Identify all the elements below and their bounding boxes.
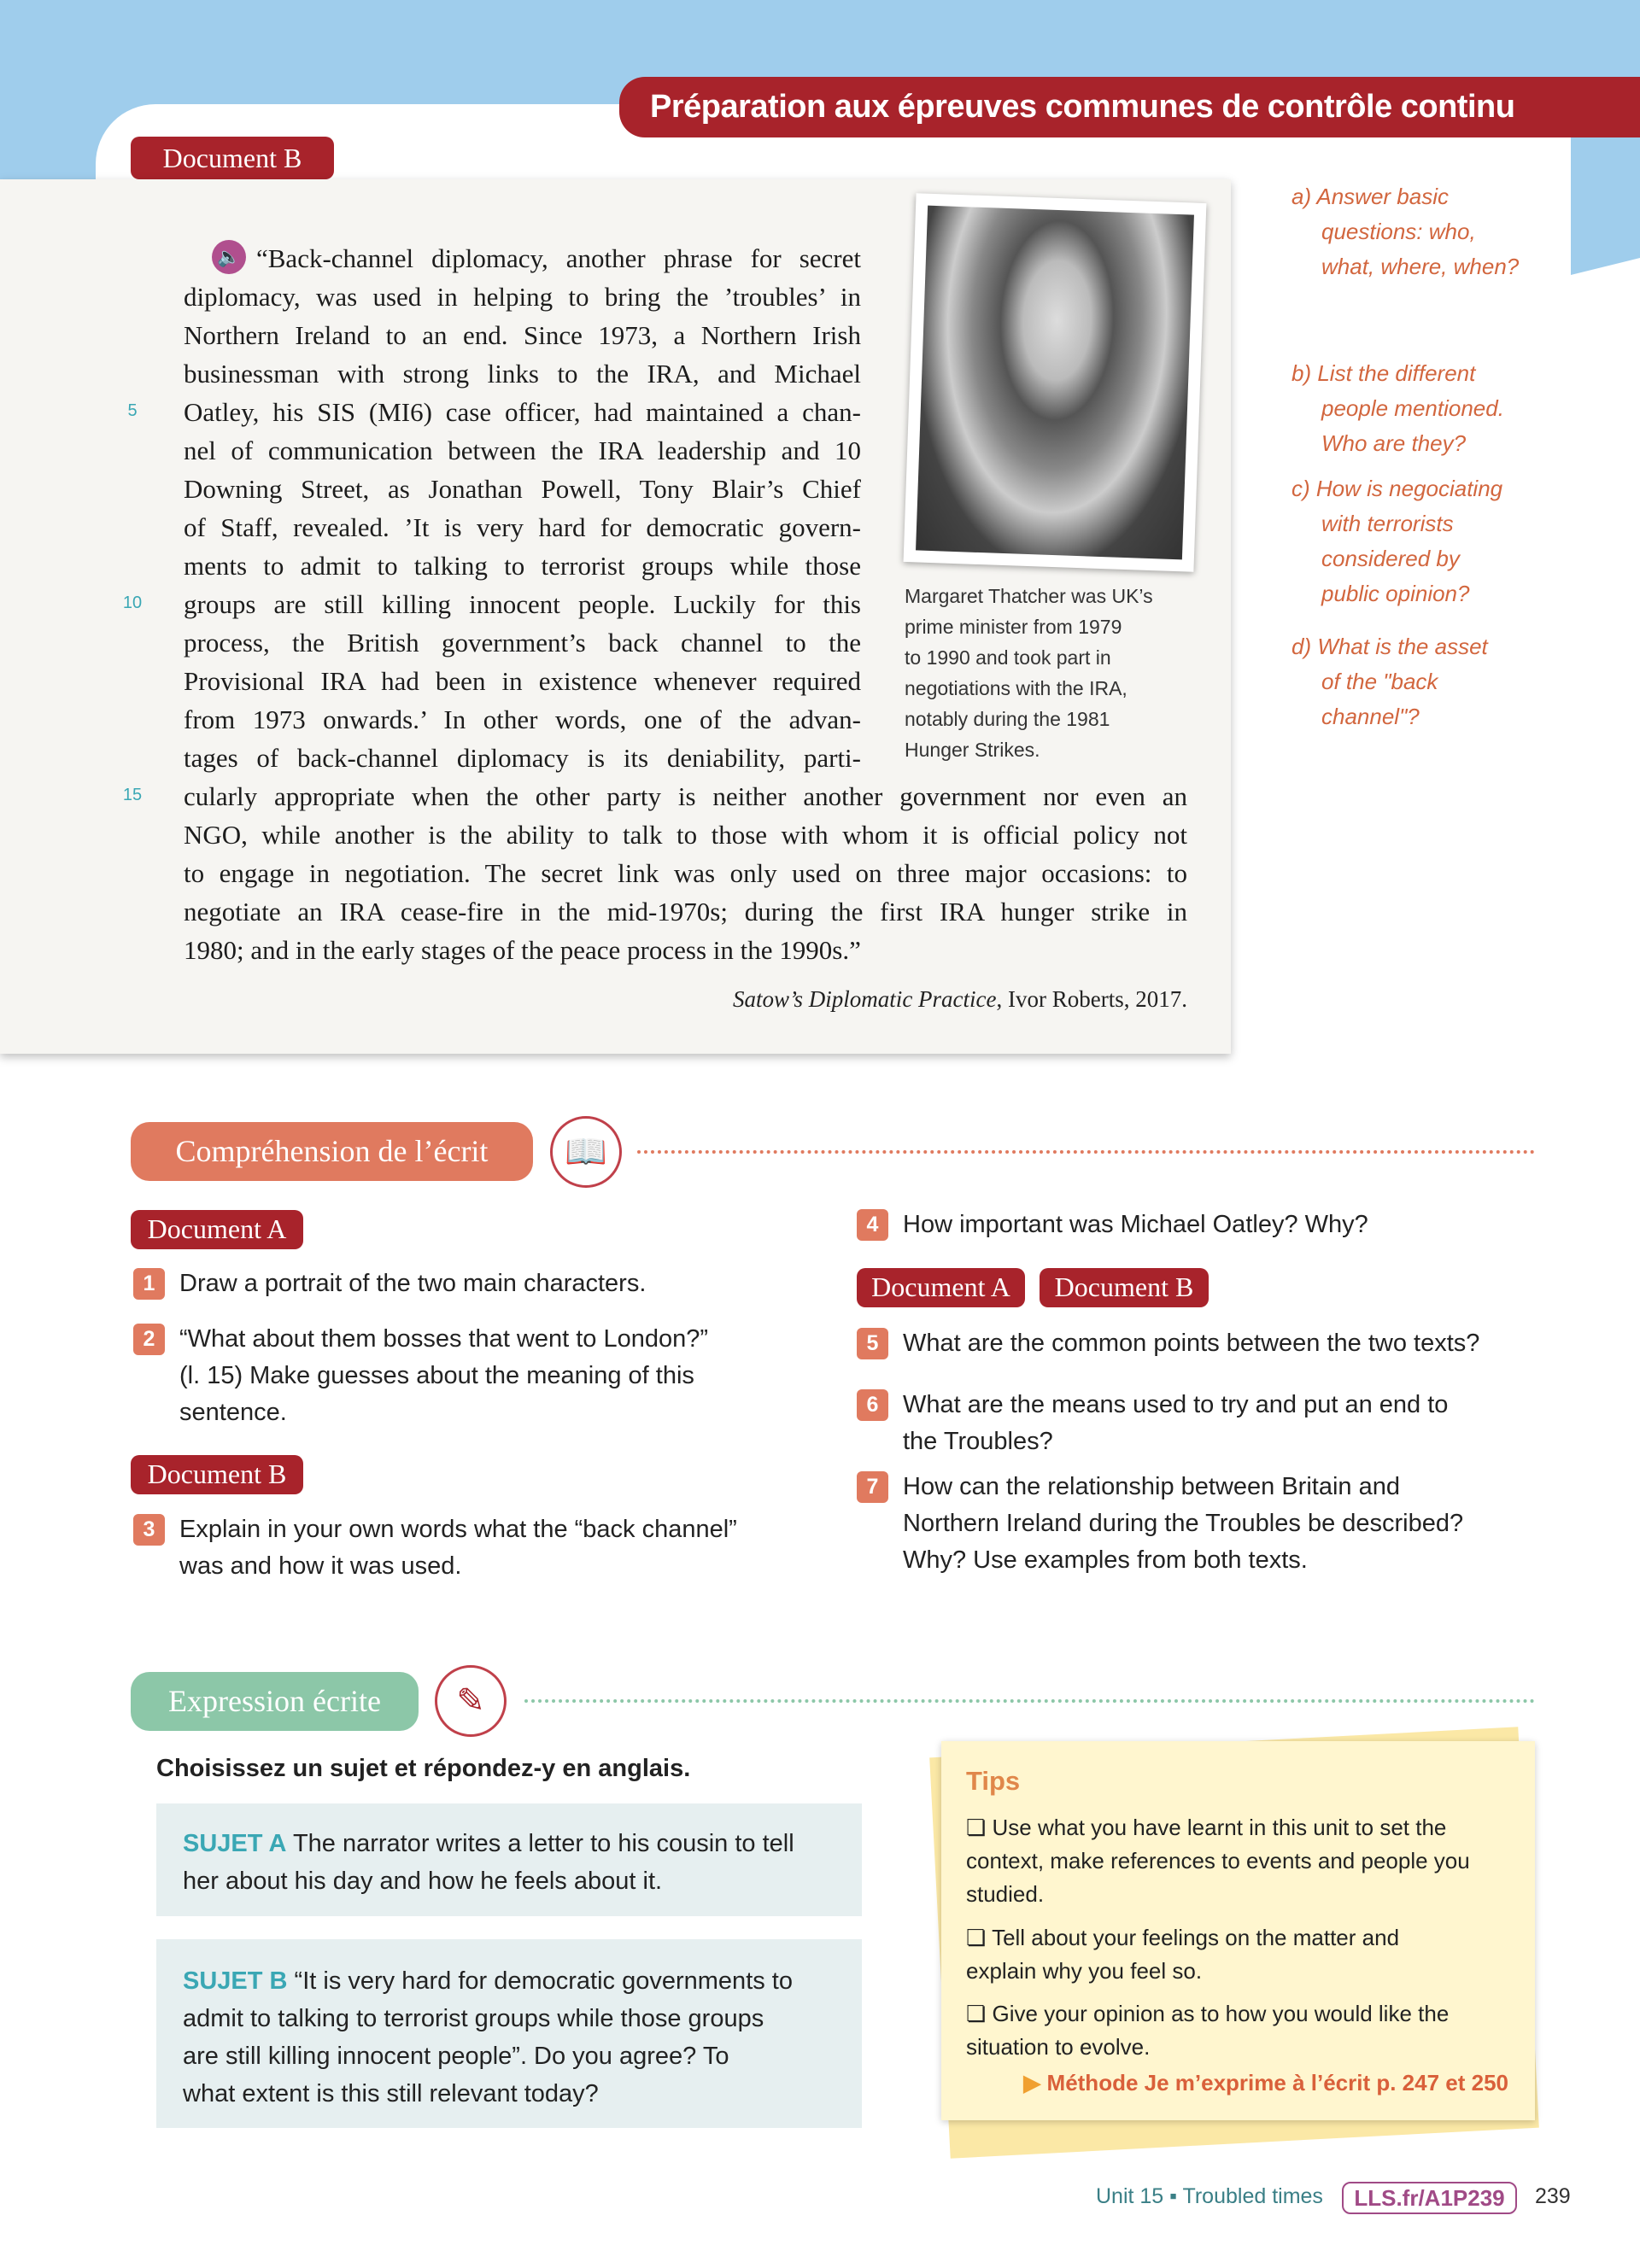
question-text: (l. 15) Make guesses about the meaning of this <box>179 1362 694 1389</box>
text-line: diplomacy, was used in helping to bring the ’troubles’ in <box>184 282 861 312</box>
text-line: process, the British government’s back channel to the <box>184 628 861 658</box>
guide-question-line: questions: who, <box>1321 219 1476 244</box>
guide-question-line: public opinion? <box>1321 581 1470 606</box>
text-line: of Staff, revealed. ’It is very hard for democratic govern- <box>184 512 861 542</box>
question-text: sentence. <box>179 1399 287 1426</box>
question-text: How can the relationship between Britain and <box>903 1473 1400 1500</box>
guide-question-line: Who are they? <box>1321 430 1467 456</box>
caption-line: Margaret Thatcher was UK’s <box>905 585 1153 607</box>
citation-title: Satow’s Diplomatic Practice <box>733 986 997 1012</box>
footer-link[interactable]: LLS.fr/A1P239 <box>1342 2182 1517 2214</box>
sujet-text: “It is very hard for democratic governments to <box>294 1967 793 1995</box>
question-text: Explain in your own words what the “back channel” <box>179 1516 737 1543</box>
text-line: 1980; and in the early stages of the peace process in the 1990s.” <box>184 935 861 965</box>
caption-line: prime minister from 1979 <box>905 616 1122 638</box>
citation-author: , Ivor Roberts, 2017. <box>996 986 1187 1012</box>
tip-line: studied. <box>966 1881 1045 1907</box>
pen-icon: ✎ <box>435 1665 507 1737</box>
tip-line: ❏ Tell about your feelings on the matter and <box>966 1925 1400 1950</box>
footer-unit: Unit 15 ▪ Troubled times <box>1096 2184 1323 2208</box>
method-link[interactable] <box>1023 2070 1508 2096</box>
thatcher-photo <box>904 193 1207 572</box>
question-text: Northern Ireland during the Troubles be described? <box>903 1510 1464 1537</box>
question-number: 4 <box>857 1209 888 1241</box>
line-number: 5 <box>127 401 138 420</box>
text-line: from 1973 onwards.’ In other words, one of the advan- <box>184 704 861 734</box>
sujet-a-line <box>183 1825 794 1862</box>
text-line: ments to admit to talking to terrorist groups while those <box>184 551 861 581</box>
divider <box>524 1699 1535 1703</box>
sujet-b-line <box>183 2037 729 2075</box>
text-line: nel of communication between the IRA leadership and 10 <box>184 435 861 465</box>
question-text: How important was Michael Oatley? Why? <box>903 1211 1368 1238</box>
tip-line: situation to evolve. <box>966 2034 1151 2060</box>
guide-question-line: people mentioned. <box>1321 395 1504 421</box>
speaker-icon[interactable]: 🔈 <box>212 240 246 274</box>
text-line: to engage in negotiation. The secret link was only used on three major occasions: to <box>184 858 1187 888</box>
page-number: 239 <box>1535 2184 1571 2208</box>
question-number: 6 <box>857 1389 888 1421</box>
book-icon: 📖 <box>550 1116 622 1188</box>
question-text: “What about them bosses that went to London?” <box>179 1325 709 1353</box>
question-text: the Troubles? <box>903 1428 1053 1455</box>
sujet-text: her about his day and how he feels about it. <box>183 1868 663 1895</box>
text-line: Oatley, his SIS (MI6) case officer, had maintained a chan- <box>184 397 861 427</box>
document-b-tag: Document B <box>131 137 334 179</box>
text-line: groups are still killing innocent people. Luckily for this <box>184 589 861 619</box>
guide-question-line: b) List the different <box>1292 360 1476 386</box>
caption-line: negotiations with the IRA, <box>905 677 1128 699</box>
guide-question-line: of the "back <box>1321 669 1438 694</box>
comprehension-title: Compréhension de l’écrit <box>131 1122 533 1181</box>
question-text: What are the means used to try and put an end to <box>903 1391 1449 1418</box>
sujet-a-label: SUJET A <box>183 1830 287 1857</box>
sujet-text: The narrator writes a letter to his cousin to tell <box>292 1830 794 1857</box>
caption-line: notably during the 1981 <box>905 708 1110 730</box>
text-line: Downing Street, as Jonathan Powell, Tony Blair’s Chief <box>184 474 861 504</box>
guide-question-line: c) How is negociating <box>1292 476 1503 501</box>
tip-line: context, make references to events and people you <box>966 1848 1470 1873</box>
method-link-text: Méthode Je m’exprime à l’écrit p. 247 et 250 <box>1046 2070 1508 2096</box>
sujet-text: are still killing innocent people”. Do you agree? To <box>183 2043 729 2070</box>
question-text: Draw a portrait of the two main characters. <box>179 1270 647 1297</box>
question-number: 2 <box>133 1324 165 1355</box>
sujet-text: admit to talking to terrorist groups while those groups <box>183 2005 764 2032</box>
sujet-text: what extent is this still relevant today? <box>183 2080 599 2107</box>
document-b-tag: Document B <box>131 1455 303 1494</box>
guide-question-line: with terrorists <box>1321 511 1454 536</box>
tip-line: ❏ Use what you have learnt in this unit to set the <box>966 1815 1447 1840</box>
question-text: Why? Use examples from both texts. <box>903 1546 1308 1574</box>
sujet-b-line <box>183 1962 793 2000</box>
question-number: 3 <box>133 1514 165 1546</box>
text-line: tages of back-channel diplomacy is its deniability, parti- <box>184 743 861 773</box>
sujet-b-label: SUJET B <box>183 1967 288 1995</box>
caption-line: to 1990 and took part in <box>905 646 1111 669</box>
guide-question-line: channel"? <box>1321 704 1420 729</box>
guide-question-line: considered by <box>1321 546 1460 571</box>
line-number: 10 <box>122 593 143 612</box>
sujet-b-line <box>183 2000 764 2037</box>
question-number: 1 <box>133 1268 165 1300</box>
question-text: What are the common points between the two texts? <box>903 1330 1480 1357</box>
guide-question-line: a) Answer basic <box>1292 184 1449 209</box>
expression-title: Expression écrite <box>131 1672 419 1731</box>
text-line: negotiate an IRA cease-fire in the mid-1970s; during the first IRA hunger strike in <box>184 897 1187 926</box>
tip-line: ❏ Give your opinion as to how you would like the <box>966 2001 1450 2026</box>
guide-question-line: what, where, when? <box>1321 254 1520 279</box>
text-line: “Back-channel diplomacy, another phrase for secret <box>256 243 861 273</box>
sujet-b-line <box>183 2075 599 2113</box>
question-text: was and how it was used. <box>179 1552 462 1580</box>
document-a-tag: Document A <box>857 1268 1025 1307</box>
tip-line: explain why you feel so. <box>966 1958 1203 1984</box>
text-line: Provisional IRA had been in existence whenever required <box>184 666 861 696</box>
document-a-tag: Document A <box>131 1210 303 1249</box>
text-line: Northern Ireland to an end. Since 1973, a Northern Irish <box>184 320 861 350</box>
caption-line: Hunger Strikes. <box>905 739 1040 761</box>
tips-title: Tips <box>966 1766 1021 1796</box>
question-number: 5 <box>857 1328 888 1359</box>
play-arrow-icon: ▶ <box>1023 2070 1041 2096</box>
question-number: 7 <box>857 1471 888 1503</box>
guide-question-line: d) What is the asset <box>1292 634 1488 659</box>
citation <box>733 986 1187 1013</box>
section-banner: Préparation aux épreuves communes de contrôle continu <box>619 77 1640 137</box>
line-number: 15 <box>122 786 143 804</box>
document-b-tag: Document B <box>1040 1268 1209 1307</box>
text-line: cularly appropriate when the other party is neither another government nor even an <box>184 781 1187 811</box>
divider <box>637 1150 1535 1154</box>
instruction: Choisissez un sujet et répondez-y en anglais. <box>156 1755 691 1782</box>
text-line: businessman with strong links to the IRA, and Michael <box>184 359 861 389</box>
text-line: NGO, while another is the ability to talk to those with whom it is official policy not <box>184 820 1187 850</box>
sujet-a-line <box>183 1862 662 1900</box>
